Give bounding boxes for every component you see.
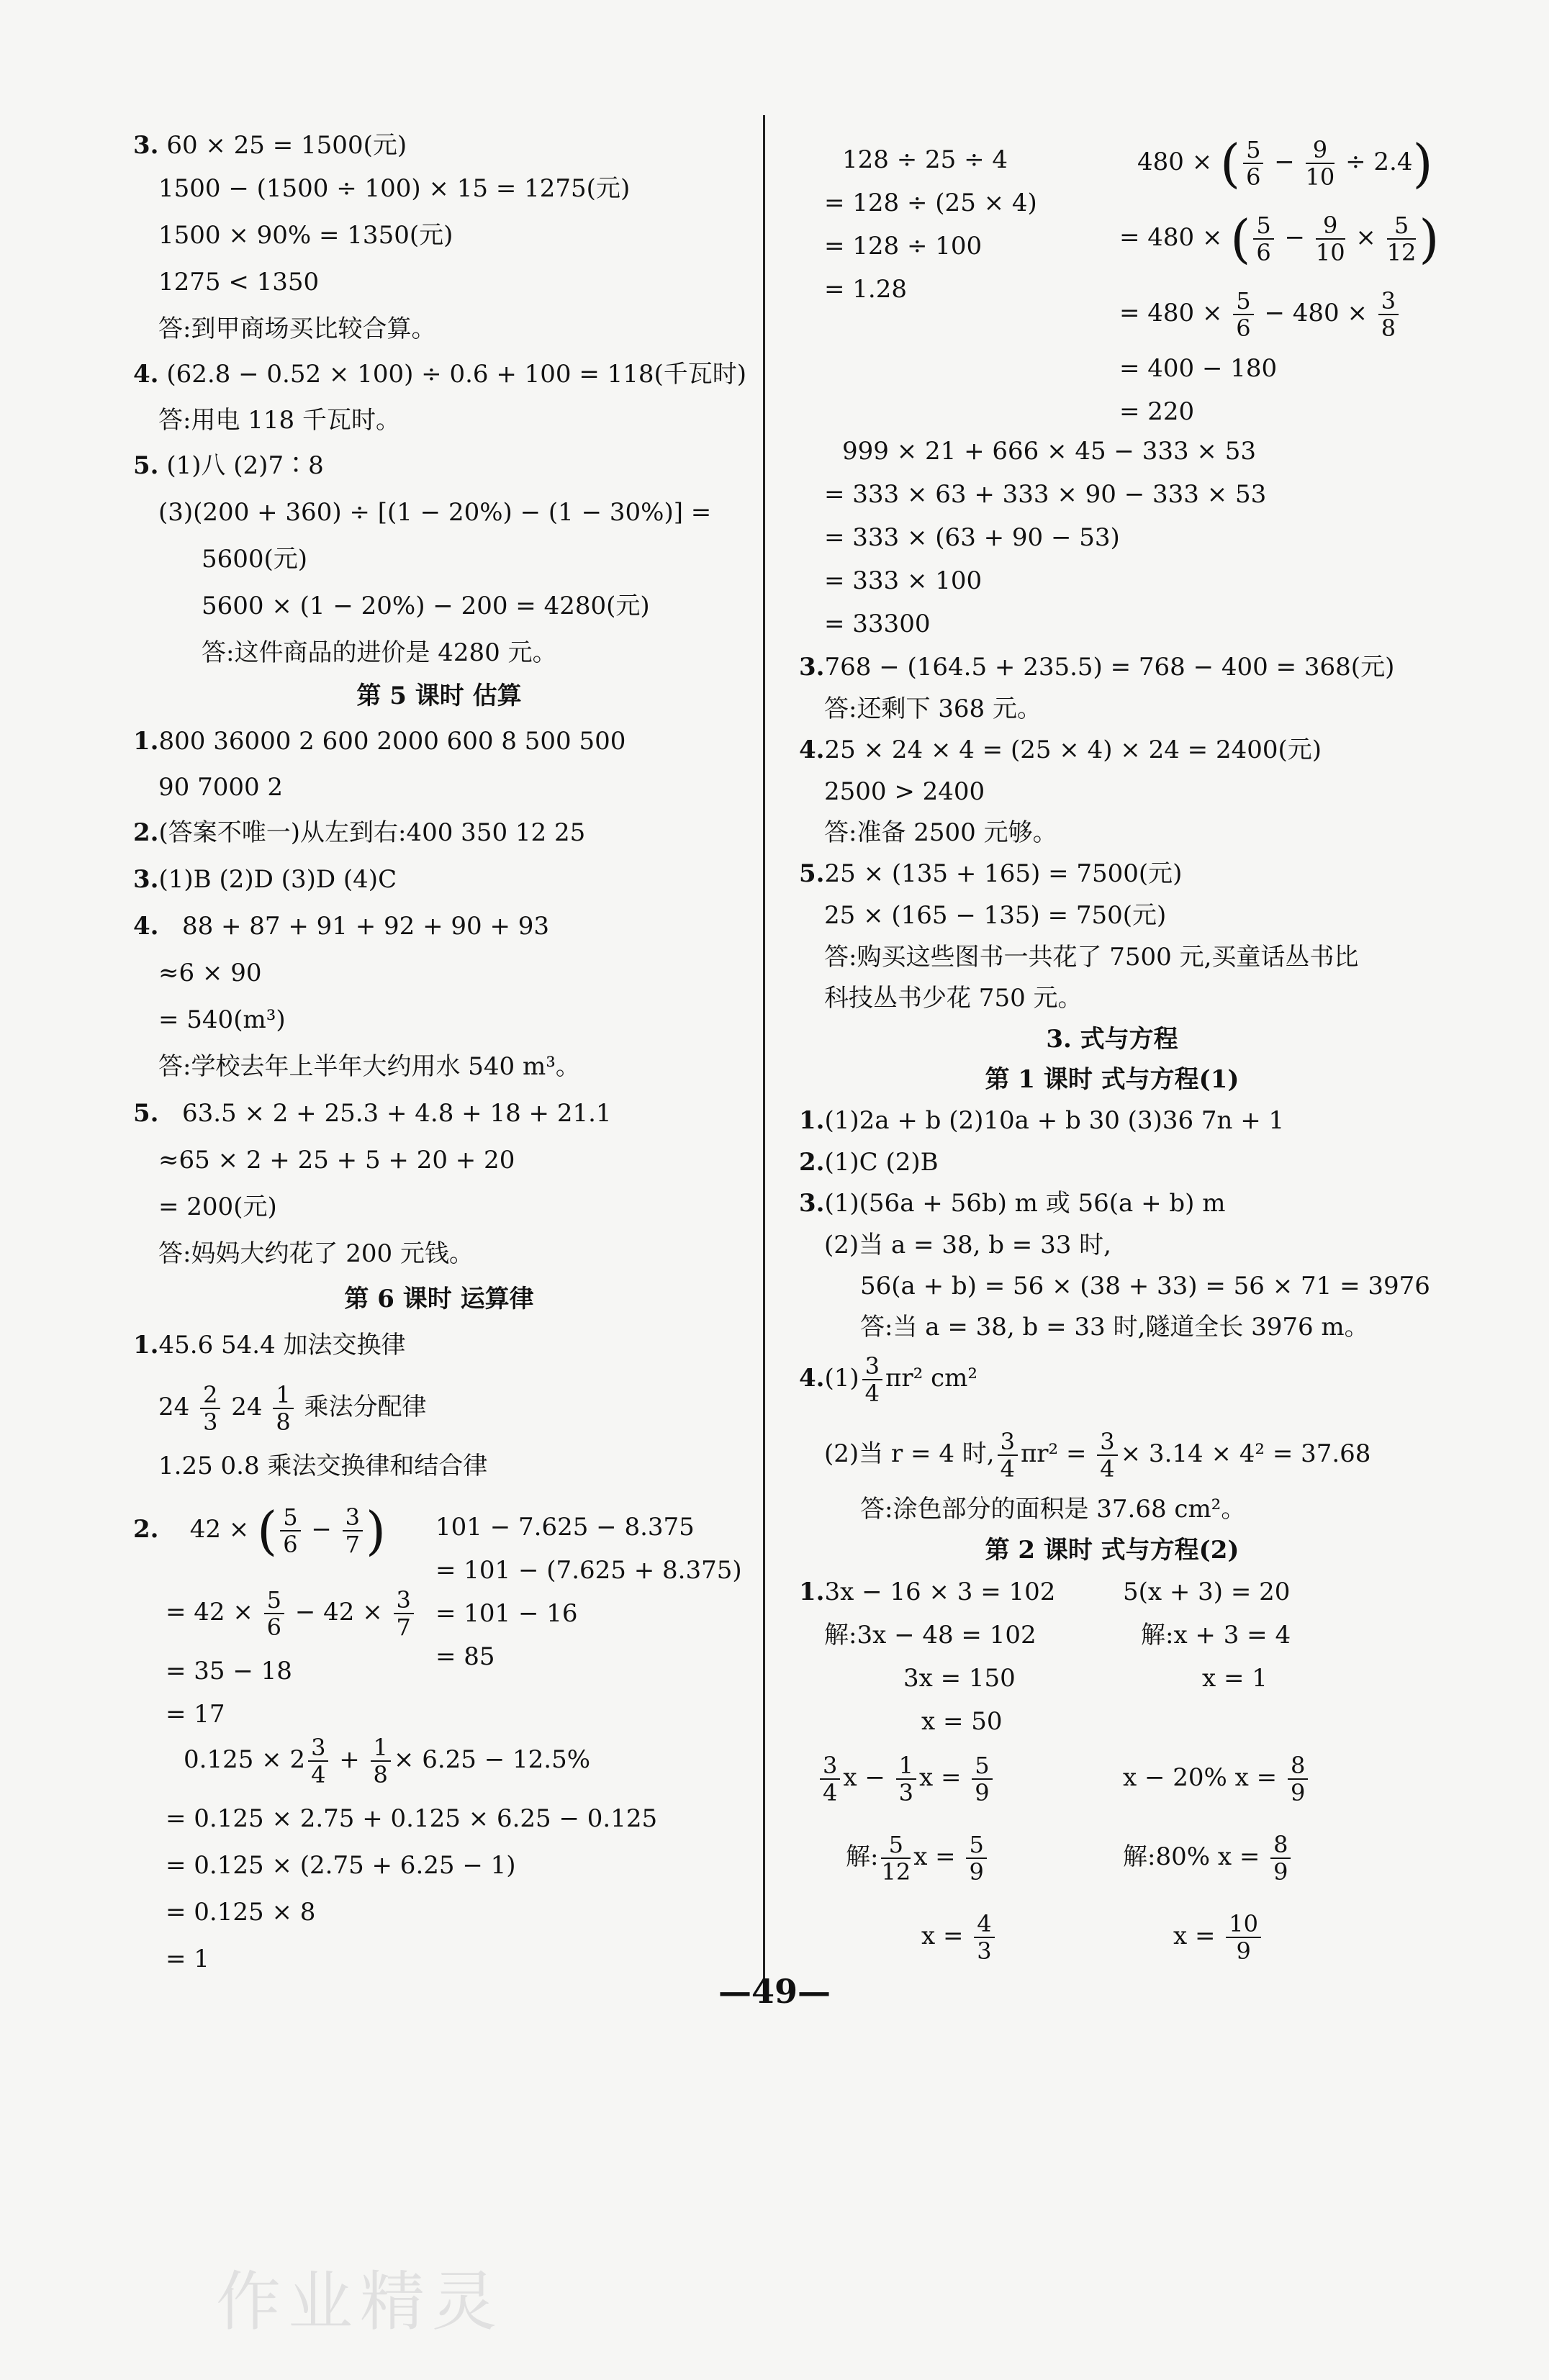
s5-q4-line-1: 4. 88 + 87 + 91 + 92 + 90 + 93: [133, 912, 550, 941]
s6-q2c-expr: 0.125 × 2 $\frac{3}{4}$ + $\frac{1}{8}$ × 6.25 − 12.5%: [184, 1734, 591, 1788]
r-q5-answer-2: 科技丛书少花 750 元。: [824, 984, 1083, 1013]
l2-eq1-line-1: 1.3x − 16 × 3 = 102: [799, 1578, 1056, 1606]
q3-line-4: 1275 < 1350: [158, 268, 320, 297]
lesson-2-title: 第 2 课时 式与方程(2): [985, 1536, 1239, 1565]
q4-answer: 答:用电 118 千瓦时。: [158, 406, 400, 435]
calc2-line-3: = 480 × $\frac{5}{6}$ − 480 × $\frac{3}{8}$: [1119, 284, 1401, 342]
s5-q4-line-3: = 540(m³): [158, 1005, 286, 1034]
r-q3: 3.768 − (164.5 + 235.5) = 768 − 400 = 368(元): [799, 653, 1395, 682]
calc3-line-1: 999 × 21 + 666 × 45 − 333 × 53: [842, 437, 1256, 466]
r-q4-line-2: 2500 > 2400: [824, 777, 985, 806]
s6-q2-expr-a: 2. 42 × ( $\frac{5}{6}$ − $\frac{3}{7}$ ): [133, 1501, 387, 1561]
s6-q1-line-1: 1.45.6 54.4 加法交换律: [133, 1331, 406, 1359]
r-q5-line-1: 5.25 × (135 + 165) = 7500(元): [799, 859, 1183, 888]
q5-line-2: (3)(200 + 360) ÷ [(1 − 20%) − (1 − 30%)] =: [158, 498, 712, 527]
l2-eq3-line-2: 解: $\frac{5}{12}$ x = $\frac{5}{9}$: [846, 1828, 990, 1886]
s5-q5-answer: 答:妈妈大约花了 200 元钱。: [158, 1239, 474, 1268]
l2-eq4-line-2: 解:80% x = $\frac{8}{9}$: [1123, 1828, 1293, 1886]
s6-q2c-line-3: = 0.125 × (2.75 + 6.25 − 1): [166, 1851, 516, 1880]
s6-q2b-line-2: = 101 − (7.625 + 8.375): [435, 1556, 742, 1585]
s5-q5-line-2: ≈65 × 2 + 25 + 5 + 20 + 20: [158, 1146, 515, 1175]
fraction-1-8: $\frac{1}{8}$: [273, 1382, 293, 1435]
q5-answer: 答:这件商品的进价是 4280 元。: [202, 638, 557, 667]
s6-q1-line-3: 1.25 0.8 乘法交换律和结合律: [158, 1452, 488, 1480]
l2-eq3-line-3: x = $\frac{4}{3}$: [921, 1907, 998, 1965]
r-q3-answer: 答:还剩下 368 元。: [824, 694, 1042, 723]
s6-q2c-line-4: = 0.125 × 8: [166, 1898, 316, 1927]
calc1-line-1: 128 ÷ 25 ÷ 4: [842, 145, 1008, 174]
l1-q3-line-2: (2)当 a = 38, b = 33 时,: [824, 1231, 1111, 1259]
s5-q3: 3.(1)B (2)D (3)D (4)C: [133, 865, 397, 894]
calc1-line-4: = 1.28: [824, 275, 907, 304]
q5-line-4: 5600 × (1 − 20%) − 200 = 4280(元): [202, 592, 650, 620]
l1-q4-line-2: (2)当 r = 4 时, $\frac{3}{4}$ πr² = $\frac{3}{4}$ × 3.14 × 4² = 37.68: [824, 1428, 1371, 1483]
r-q4-line-1: 4.25 × 24 × 4 = (25 × 4) × 24 = 2400(元): [799, 736, 1322, 764]
l2-eq4-line-3: x = $\frac{10}{9}$: [1173, 1907, 1264, 1965]
calc1-line-3: = 128 ÷ 100: [824, 232, 983, 261]
column-divider: [763, 115, 765, 1979]
section-title-lesson-6: 第 6 课时 运算律: [344, 1285, 534, 1313]
l2-eq1-line-4: x = 50: [921, 1707, 1003, 1736]
s6-q2a-line-3: = 35 − 18: [166, 1657, 292, 1686]
calc3-line-2: = 333 × 63 + 333 × 90 − 333 × 53: [824, 480, 1267, 509]
q4-line-1: 4. (62.8 − 0.52 × 100) ÷ 0.6 + 100 = 118(千瓦时): [133, 360, 747, 389]
s6-q2-expr-a-step: = 42 × $\frac{5}{6}$ − 42 × $\frac{3}{7}$: [166, 1583, 417, 1641]
calc2-line-1: 480 × ( $\frac{5}{6}$ − $\frac{9}{10}$ ÷ 2.4): [1137, 133, 1433, 194]
q3-line-2: 1500 − (1500 ÷ 100) × 15 = 1275(元): [158, 174, 631, 203]
q3-line-3: 1500 × 90% = 1350(元): [158, 221, 453, 250]
l2-eq1-line-2: 解:3x − 48 = 102: [824, 1621, 1037, 1650]
calc2-line-2: = 480 × ( $\frac{5}{6}$ − $\frac{9}{10}$ × $\frac{5}{12}$ ): [1119, 209, 1440, 269]
l2-eq3-line-1: $\frac{3}{4}$ x − $\frac{1}{3}$ x = $\frac{5}{9}$: [817, 1749, 995, 1806]
l2-eq2-line-3: x = 1: [1202, 1664, 1268, 1693]
s6-q2b-line-4: = 85: [435, 1642, 495, 1671]
s6-q1-line-2: 24 $\frac{2}{3}$ 24 $\frac{1}{8}$ 乘法分配律: [158, 1381, 427, 1436]
l1-q3-line-3: 56(a + b) = 56 × (38 + 33) = 56 × 71 = 3976: [860, 1272, 1430, 1300]
q3-line-1: 3. 60 × 25 = 1500(元): [133, 131, 407, 160]
r-q5-line-2: 25 × (165 − 135) = 750(元): [824, 901, 1167, 930]
fraction-2-3: $\frac{2}{3}$: [200, 1382, 220, 1435]
page-number: —49—: [718, 1972, 831, 2011]
calc2-line-4: = 400 − 180: [1119, 354, 1278, 383]
s5-q5-line-1: 5. 63.5 × 2 + 25.3 + 4.8 + 18 + 21.1: [133, 1099, 612, 1128]
s6-q2c-line-5: = 1: [166, 1945, 209, 1973]
l2-eq2-line-2: 解:x + 3 = 4: [1141, 1621, 1291, 1650]
s5-q4-answer: 答:学校去年上半年大约用水 540 m³。: [158, 1052, 580, 1081]
l1-q3-line-1: 3.(1)(56a + 56b) m 或 56(a + b) m: [799, 1189, 1226, 1218]
calc1-line-2: = 128 ÷ (25 × 4): [824, 189, 1037, 217]
calc3-line-3: = 333 × (63 + 90 − 53): [824, 523, 1120, 552]
r-q5-answer-1: 答:购买这些图书一共花了 7500 元,买童话丛书比: [824, 943, 1359, 972]
s5-q1-line-2: 90 7000 2: [158, 773, 284, 802]
calc2-line-5: = 220: [1119, 397, 1195, 426]
calc3-line-4: = 333 × 100: [824, 566, 983, 595]
s6-q2c-line-2: = 0.125 × 2.75 + 0.125 × 6.25 − 0.125: [166, 1804, 658, 1833]
calc3-line-5: = 33300: [824, 610, 931, 638]
r-q4-answer: 答:准备 2500 元够。: [824, 818, 1057, 847]
l2-eq1-line-3: 3x = 150: [903, 1664, 1016, 1693]
s5-q4-line-2: ≈6 × 90: [158, 959, 262, 987]
s5-q1-line-1: 1.800 36000 2 600 2000 600 8 500 500: [133, 727, 626, 756]
l1-q1: 1.(1)2a + b (2)10a + b 30 (3)36 7n + 1: [799, 1106, 1285, 1135]
section-title-lesson-5: 第 5 课时 估算: [356, 682, 522, 710]
s6-q2a-line-4: = 17: [166, 1700, 225, 1729]
l1-q3-answer: 答:当 a = 38, b = 33 时,隧道全长 3976 m。: [860, 1313, 1369, 1341]
q3-answer: 答:到甲商场买比较合算。: [158, 315, 436, 343]
s5-q5-line-3: = 200(元): [158, 1193, 277, 1221]
l1-q2: 2.(1)C (2)B: [799, 1148, 939, 1177]
lesson-1-title: 第 1 课时 式与方程(1): [985, 1065, 1239, 1094]
l1-q4-line-1: 4.(1) $\frac{3}{4}$ πr² cm²: [799, 1352, 977, 1407]
section-title-expressions: 3. 式与方程: [1046, 1025, 1178, 1054]
l1-q4-answer: 答:涂色部分的面积是 37.68 cm²。: [860, 1495, 1246, 1524]
s6-q2b-line-3: = 101 − 16: [435, 1599, 578, 1628]
s5-q2: 2.(答案不唯一)从左到右:400 350 12 25: [133, 818, 586, 847]
q5-line-1: 5. (1)八 (2)7∶8: [133, 451, 324, 480]
q5-line-3: 5600(元): [202, 545, 308, 574]
l2-eq2-line-1: 5(x + 3) = 20: [1123, 1578, 1291, 1606]
l2-eq4-line-1: x − 20% x = $\frac{8}{9}$: [1123, 1749, 1311, 1806]
s6-q2b-line-1: 101 − 7.625 − 8.375: [435, 1513, 695, 1542]
watermark: 作业精灵: [216, 2264, 504, 2340]
